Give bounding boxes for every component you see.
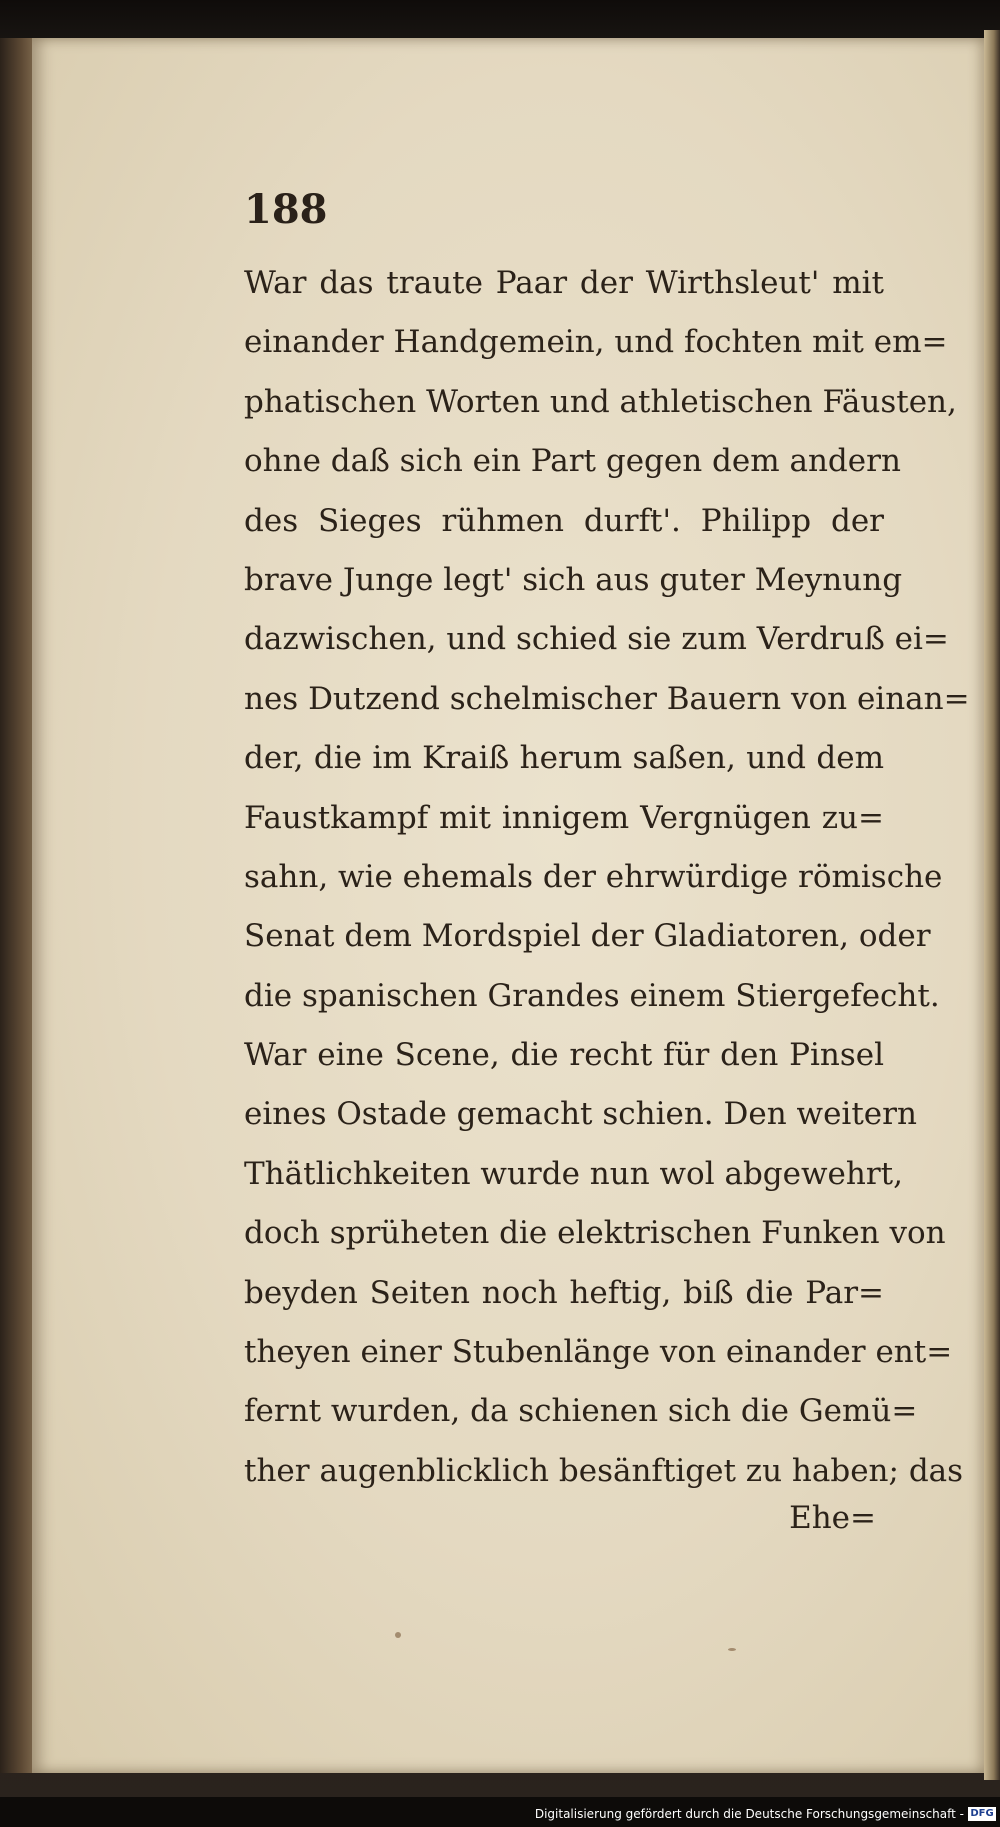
text-line: dazwischen, und schied sie zum Verdruß ei= [244, 621, 949, 658]
text-line: phatischen Worten und athletischen Fäusten, [244, 383, 957, 420]
text-line: die spanischen Grandes einem Stiergefecht. [244, 977, 940, 1014]
text-line: einander Handgemein, und fochten mit em= [244, 324, 948, 361]
text-line: eines Ostade gemacht schien. Den weitern [244, 1096, 917, 1133]
page-right-edge [984, 30, 1000, 1780]
text-line: Faustkampf mit innigem Vergnügen zu= [244, 799, 884, 836]
paper-speck [728, 1648, 736, 1651]
page-number: 188 [244, 186, 328, 233]
text-line: beyden Seiten noch heftig, biß die Par= [244, 1274, 884, 1311]
text-line: theyen einer Stubenlänge von einander ent= [244, 1334, 953, 1371]
text-line: Thätlichkeiten wurde nun wol abgewehrt, [244, 1155, 903, 1192]
text-line: fernt wurden, da schienen sich die Gemü= [244, 1393, 918, 1430]
text-line: ohne daß sich ein Part gegen dem andern [244, 443, 901, 480]
text-line: nes Dutzend schelmischer Bauern von einan= [244, 680, 970, 717]
text-line: brave Junge legt' sich aus guter Meynung [244, 561, 903, 598]
text-line: doch sprüheten die elektrischen Funken von [244, 1215, 946, 1252]
text-line: War eine Scene, die recht für den Pinsel [244, 1037, 884, 1074]
paper-speck [395, 1632, 401, 1638]
body-text [244, 254, 970, 1501]
text-line: Senat dem Mordspiel der Gladiatoren, oder [244, 918, 931, 955]
text-line: ther augenblicklich besänftiget zu haben; das [244, 1452, 964, 1489]
catchword: Ehe= [789, 1500, 876, 1536]
text-line: des Sieges rühmen durft'. Philipp der [244, 502, 884, 539]
text-line: der, die im Kraiß herum saßen, und dem [244, 740, 884, 777]
text-line: War das traute Paar der Wirthsleut' mit [244, 265, 884, 301]
dfg-logo: DFG [968, 1807, 996, 1821]
text-line: sahn, wie ehemals der ehrwürdige römische [244, 858, 943, 895]
footer-credit: Digitalisierung gefördert durch die Deutsche Forschungsgemeinschaft - [534, 1807, 964, 1821]
